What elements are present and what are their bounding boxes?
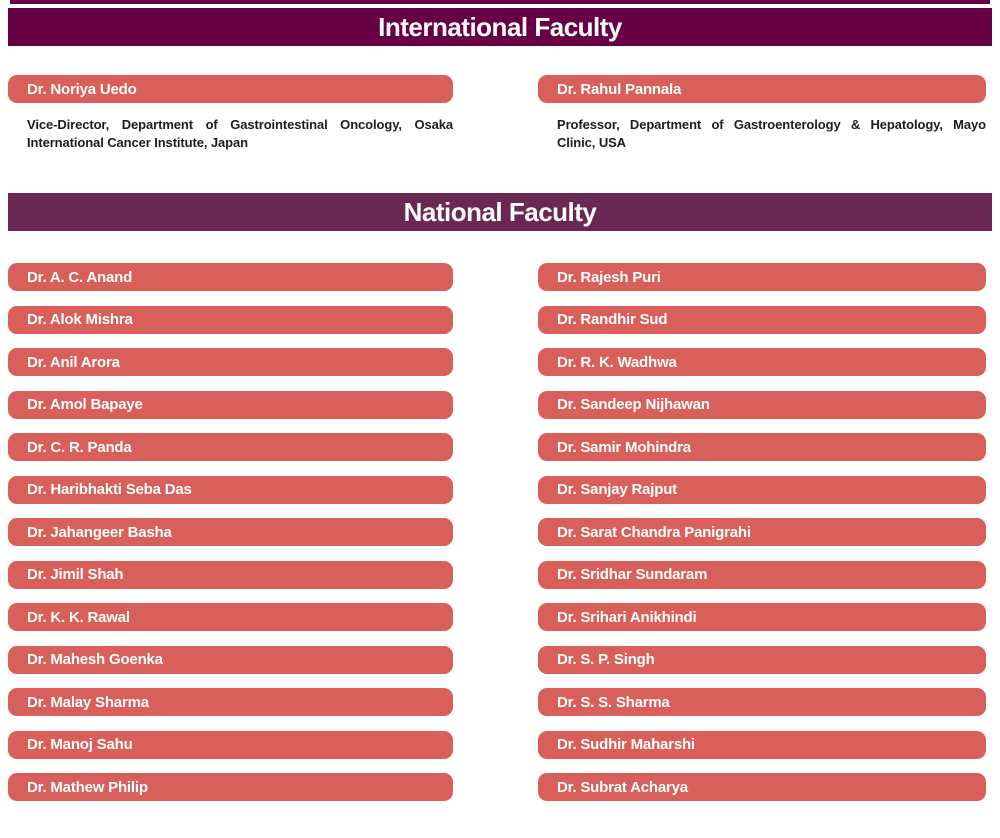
faculty-name: Dr. Rajesh Puri	[557, 268, 661, 286]
faculty-name-pill	[8, 646, 453, 674]
faculty-name-pill	[8, 603, 453, 631]
faculty-name: Dr. K. K. Rawal	[27, 608, 130, 626]
international-member-card	[8, 75, 453, 153]
faculty-name: Dr. Rahul Pannala	[557, 80, 682, 98]
faculty-name-pill	[8, 391, 453, 419]
faculty-name: Dr. Haribhakti Seba Das	[27, 481, 192, 498]
faculty-name-pill	[538, 518, 986, 546]
faculty-name: Dr. Sanjay Rajput	[557, 481, 677, 498]
faculty-name: Dr. Noriya Uedo	[27, 80, 137, 98]
faculty-name: Dr. A. C. Anand	[27, 268, 133, 286]
faculty-name: Dr. S. P. Singh	[557, 651, 655, 668]
faculty-name: Dr. Malay Sharma	[27, 693, 149, 711]
faculty-name-pill	[538, 731, 986, 759]
international-faculty-header	[8, 8, 992, 46]
national-faculty-column-left	[8, 263, 453, 801]
faculty-name-pill	[538, 773, 986, 801]
faculty-name-pill	[538, 433, 986, 461]
faculty-name-pill	[8, 306, 453, 334]
faculty-affiliation: Professor, Department of Gastroenterology & Hepatology, Mayo Clinic, USA	[557, 117, 986, 151]
faculty-name: Dr. Alok Mishra	[27, 311, 133, 328]
faculty-name-pill	[538, 75, 986, 103]
international-faculty-title: International Faculty	[378, 11, 622, 42]
faculty-name-pill	[538, 348, 986, 376]
faculty-name-pill	[538, 263, 986, 291]
faculty-name: Dr. C. R. Panda	[27, 438, 132, 456]
faculty-name: Dr. Jimil Shah	[27, 566, 124, 583]
faculty-name: Dr. Samir Mohindra	[557, 438, 691, 456]
faculty-name: Dr. Srihari Anikhindi	[557, 608, 697, 626]
faculty-name-pill	[538, 646, 986, 674]
faculty-name-pill	[538, 306, 986, 334]
faculty-name-pill	[538, 561, 986, 589]
faculty-name-pill	[8, 731, 453, 759]
faculty-name: Dr. Randhir Sud	[557, 311, 668, 328]
faculty-name: Dr. Amol Bapaye	[27, 396, 143, 413]
international-member-card	[538, 75, 986, 153]
faculty-name: Dr. Sridhar Sundaram	[557, 566, 708, 583]
faculty-name-pill	[8, 75, 453, 103]
faculty-name-pill	[538, 476, 986, 504]
faculty-name-pill	[8, 518, 453, 546]
faculty-name: Dr. Sudhir Maharshi	[557, 736, 695, 753]
national-faculty-header	[8, 193, 992, 231]
faculty-name: Dr. Manoj Sahu	[27, 736, 133, 753]
faculty-affiliation: Vice-Director, Department of Gastrointestinal Oncology, Osaka International Cancer Institute, Japan	[27, 117, 453, 151]
faculty-name-pill	[8, 773, 453, 801]
faculty-name: Dr. Subrat Acharya	[557, 778, 688, 796]
faculty-name: Dr. Mahesh Goenka	[27, 651, 163, 668]
faculty-name: Dr. Mathew Philip	[27, 778, 148, 796]
faculty-name-pill	[8, 433, 453, 461]
top-divider-strip	[10, 0, 990, 4]
faculty-name-pill	[538, 391, 986, 419]
faculty-name-pill	[8, 263, 453, 291]
national-faculty-title: National Faculty	[403, 196, 597, 227]
faculty-name-pill	[538, 688, 986, 716]
faculty-name: Dr. Jahangeer Basha	[27, 523, 172, 541]
faculty-name: Dr. S. S. Sharma	[557, 693, 670, 711]
faculty-name: Dr. Anil Arora	[27, 353, 120, 371]
faculty-name-pill	[538, 603, 986, 631]
faculty-name-pill	[8, 348, 453, 376]
faculty-name: Dr. Sandeep Nijhawan	[557, 396, 710, 413]
national-faculty-column-right	[538, 263, 986, 801]
faculty-name-pill	[8, 688, 453, 716]
faculty-name-pill	[8, 476, 453, 504]
faculty-name: Dr. Sarat Chandra Panigrahi	[557, 523, 751, 541]
faculty-name-pill	[8, 561, 453, 589]
faculty-name: Dr. R. K. Wadhwa	[557, 353, 677, 371]
